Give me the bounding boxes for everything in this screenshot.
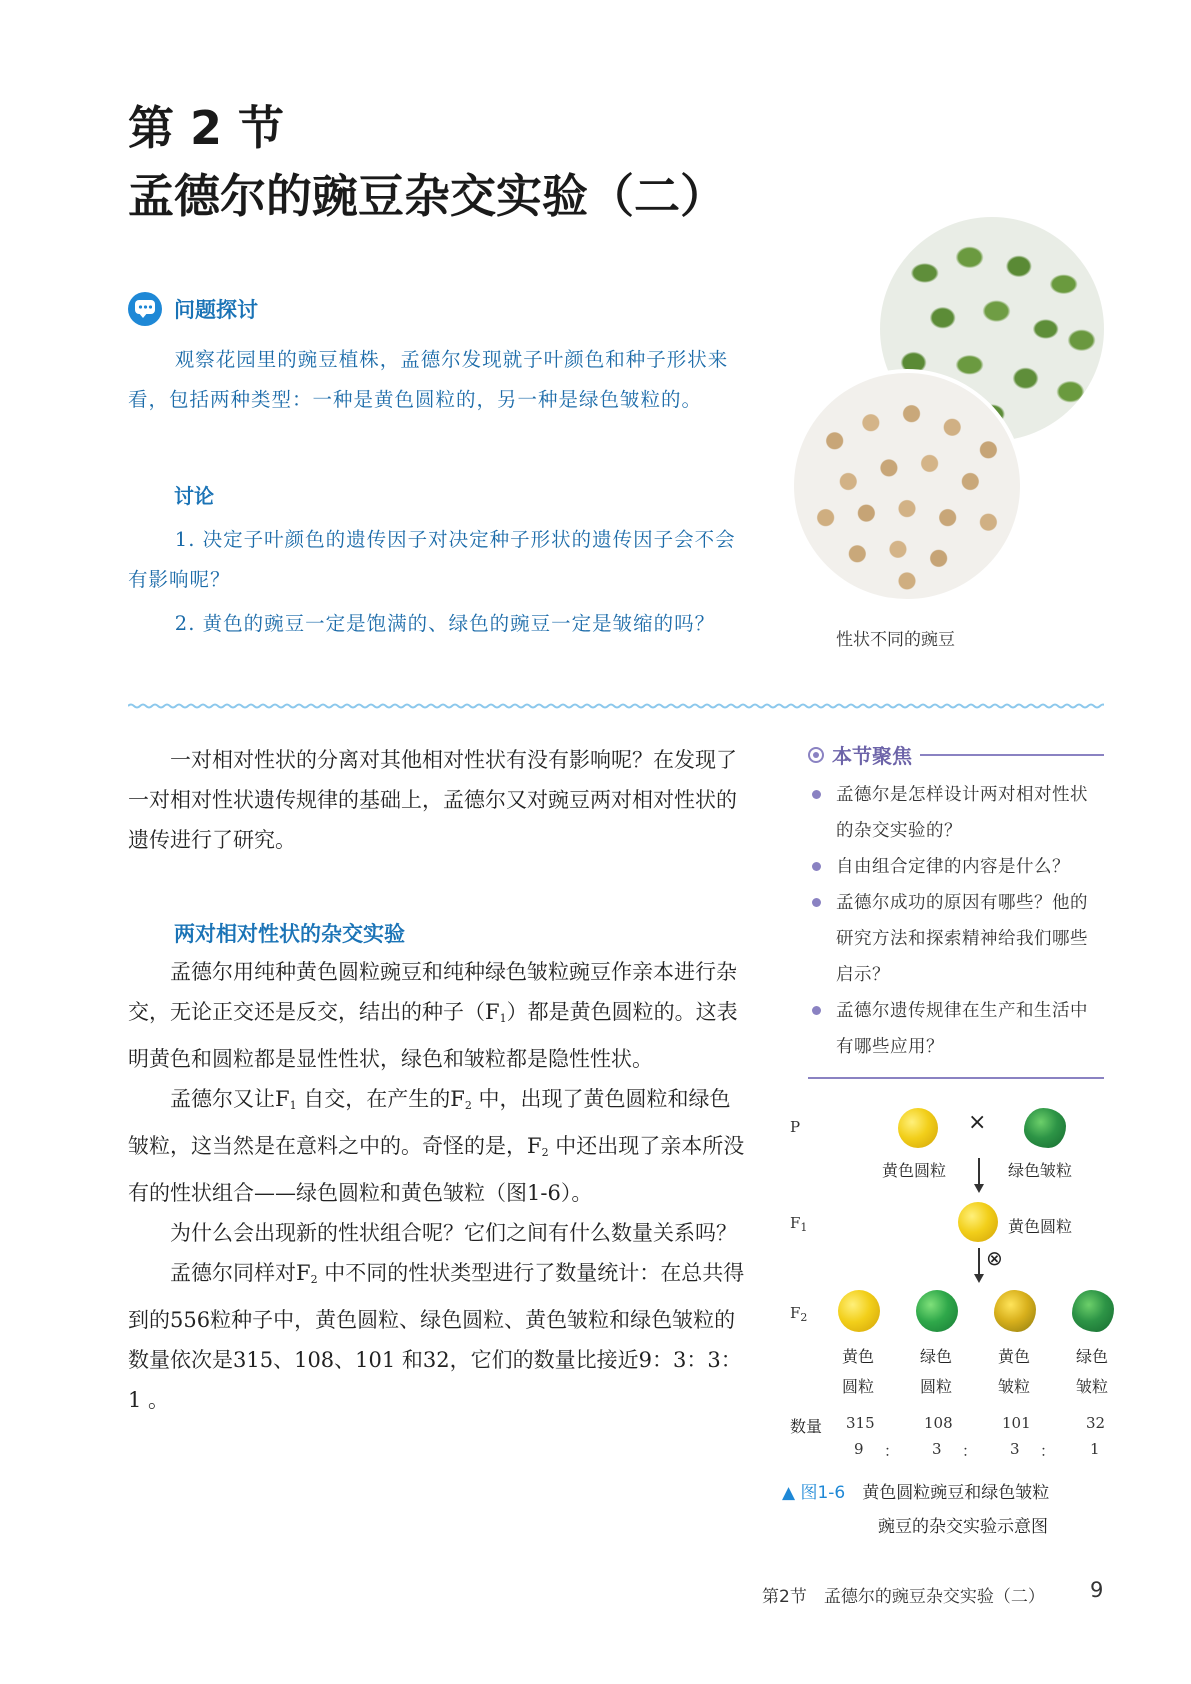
label-f2: $F_2$	[790, 1304, 808, 1324]
focus-item: 孟德尔遗传规律在生产和生活中有哪些应用？	[808, 993, 1104, 1065]
discussion-intro: 观察花园里的豌豆植株，孟德尔发现就子叶颜色和种子形状来看，包括两种类型：一种是黄色圆粒的，另一种是绿色皱粒的。	[128, 348, 729, 411]
pea-parent-green-wrinkled	[1024, 1108, 1066, 1148]
f2-count: 108	[924, 1414, 953, 1432]
chat-bubble-icon	[128, 292, 162, 326]
intro-paragraph	[128, 740, 748, 860]
f2-label-line2: 圆粒	[842, 1377, 875, 1396]
focus-heading: 本节聚焦	[832, 744, 912, 768]
discussion-header	[128, 292, 258, 326]
wavy-divider	[128, 700, 1104, 712]
f2-label-line2: 皱粒	[998, 1377, 1031, 1396]
paragraph-cross: 孟德尔用纯种黄色圆粒豌豆和纯种绿色皱粒豌豆作亲本进行杂交，无论正交还是反交，结出的种子$(F_1)$都是黄色圆粒的。这表明黄色和圆粒都是显性性状，绿色和皱粒都是隐性性状。	[128, 960, 738, 1071]
pea-f2-green-wrinkled	[1072, 1290, 1114, 1332]
focus-item: 孟德尔成功的原因有哪些？他的研究方法和探索精神给我们哪些启示？	[808, 885, 1104, 993]
cross-symbol: ×	[968, 1110, 987, 1135]
pea-f2-yellow-wrinkled	[994, 1290, 1036, 1332]
pea-parent-yellow-round	[898, 1108, 938, 1148]
label-p: P	[790, 1118, 801, 1136]
f2-label-line1: 黄色	[842, 1347, 875, 1366]
f2-label-line2: 圆粒	[920, 1377, 953, 1396]
f2-count: 315	[846, 1414, 875, 1432]
self-cross-symbol: ⊗	[986, 1246, 1003, 1270]
caption-line-1: 黄色圆粒豌豆和绿色皱粒	[862, 1483, 1050, 1503]
paragraph-count: 孟德尔同样对$F_2$ 中不同的性状类型进行了数量统计：在总共得到的556粒种子中，黄色圆粒、绿色圆粒、黄色皱粒和绿色皱粒的数量依次是315、108、101 和32，它们的数量比接近9：3：3：1 。	[128, 1261, 745, 1412]
pea-f2-yellow-round	[838, 1290, 880, 1332]
paragraph-f2: 孟德尔又让$F_1$ 自交，在产生的$F_2$ 中，出现了黄色圆粒和绿色皱粒，这当然是在意料之中的。奇怪的是，$F_2$ 中还出现了亲本所没有的性状组合——绿色圆粒和黄色皱粒（图1-6）。	[128, 1087, 745, 1205]
experiment-paragraphs	[128, 952, 748, 1420]
page-number: 9	[1090, 1578, 1104, 1602]
triangle-icon: ▲	[782, 1483, 801, 1503]
parent1-label: 黄色圆粒	[882, 1161, 947, 1180]
count-label: 数量	[790, 1417, 823, 1436]
discussion-heading: 问题探讨	[174, 298, 258, 322]
ratio-colon: ：	[1040, 1442, 1056, 1460]
intro-text: 一对相对性状的分离对其他相对性状有没有影响呢？在发现了一对相对性状遗传规律的基础上，孟德尔又对豌豆两对相对性状的遗传进行了研究。	[128, 748, 737, 852]
f1-label: 黄色圆粒	[1008, 1217, 1073, 1236]
focus-item: 孟德尔是怎样设计两对相对性状的杂交实验的？	[808, 777, 1104, 849]
pea-f2-green-round	[916, 1290, 958, 1332]
f2-label-line2: 皱粒	[1076, 1377, 1109, 1396]
page-title: 孟德尔的豌豆杂交实验（二）	[128, 169, 726, 223]
section-focus-box	[808, 740, 1104, 1065]
label-f1: $F_1$	[790, 1214, 808, 1234]
parent2-label: 绿色皱粒	[1008, 1161, 1073, 1180]
target-icon	[808, 747, 824, 763]
ratio-colon: ：	[962, 1442, 978, 1460]
yellow-round-peas-photo	[794, 373, 1020, 599]
arrow-down-icon	[978, 1158, 980, 1186]
f2-count: 32	[1086, 1414, 1106, 1432]
f2-ratio: 3	[1010, 1440, 1020, 1458]
focus-item: 自由组合定律的内容是什么？	[808, 849, 1104, 885]
discussion-question-1: 1. 决定子叶颜色的遗传因子对决定种子形状的遗传因子会不会有影响呢？	[128, 528, 736, 591]
pea-f1-yellow-round	[958, 1202, 998, 1242]
discussion-question-2: 2. 黄色的豌豆一定是饱满的、绿色的豌豆一定是皱缩的吗？	[174, 612, 716, 635]
f2-ratio: 1	[1090, 1440, 1100, 1458]
ratio-colon: ：	[884, 1442, 900, 1460]
f2-count: 101	[1002, 1414, 1031, 1432]
paragraph-question: 为什么会出现新的性状组合呢？它们之间有什么数量关系吗？	[170, 1221, 737, 1245]
caption-line-2: 豌豆的杂交实验示意图	[878, 1517, 1048, 1537]
discussion-subheading: 讨论	[174, 484, 214, 508]
arrow-down-icon	[978, 1248, 980, 1276]
f2-label-line1: 黄色	[998, 1347, 1031, 1366]
focus-bottom-rule	[808, 1077, 1104, 1079]
section-number: 第 2 节	[128, 101, 285, 155]
f2-ratio: 3	[932, 1440, 942, 1458]
f2-label-line1: 绿色	[920, 1347, 953, 1366]
running-footer: 第2节 孟德尔的豌豆杂交实验（二）	[762, 1587, 1045, 1607]
f2-label-line1: 绿色	[1076, 1347, 1109, 1366]
f2-ratio: 9	[854, 1440, 864, 1458]
section-heading: 两对相对性状的杂交实验	[174, 922, 405, 946]
figure-caption	[782, 1476, 1049, 1544]
figure-number: 图1-6	[800, 1483, 846, 1503]
photo-caption: 性状不同的豌豆	[836, 630, 955, 650]
